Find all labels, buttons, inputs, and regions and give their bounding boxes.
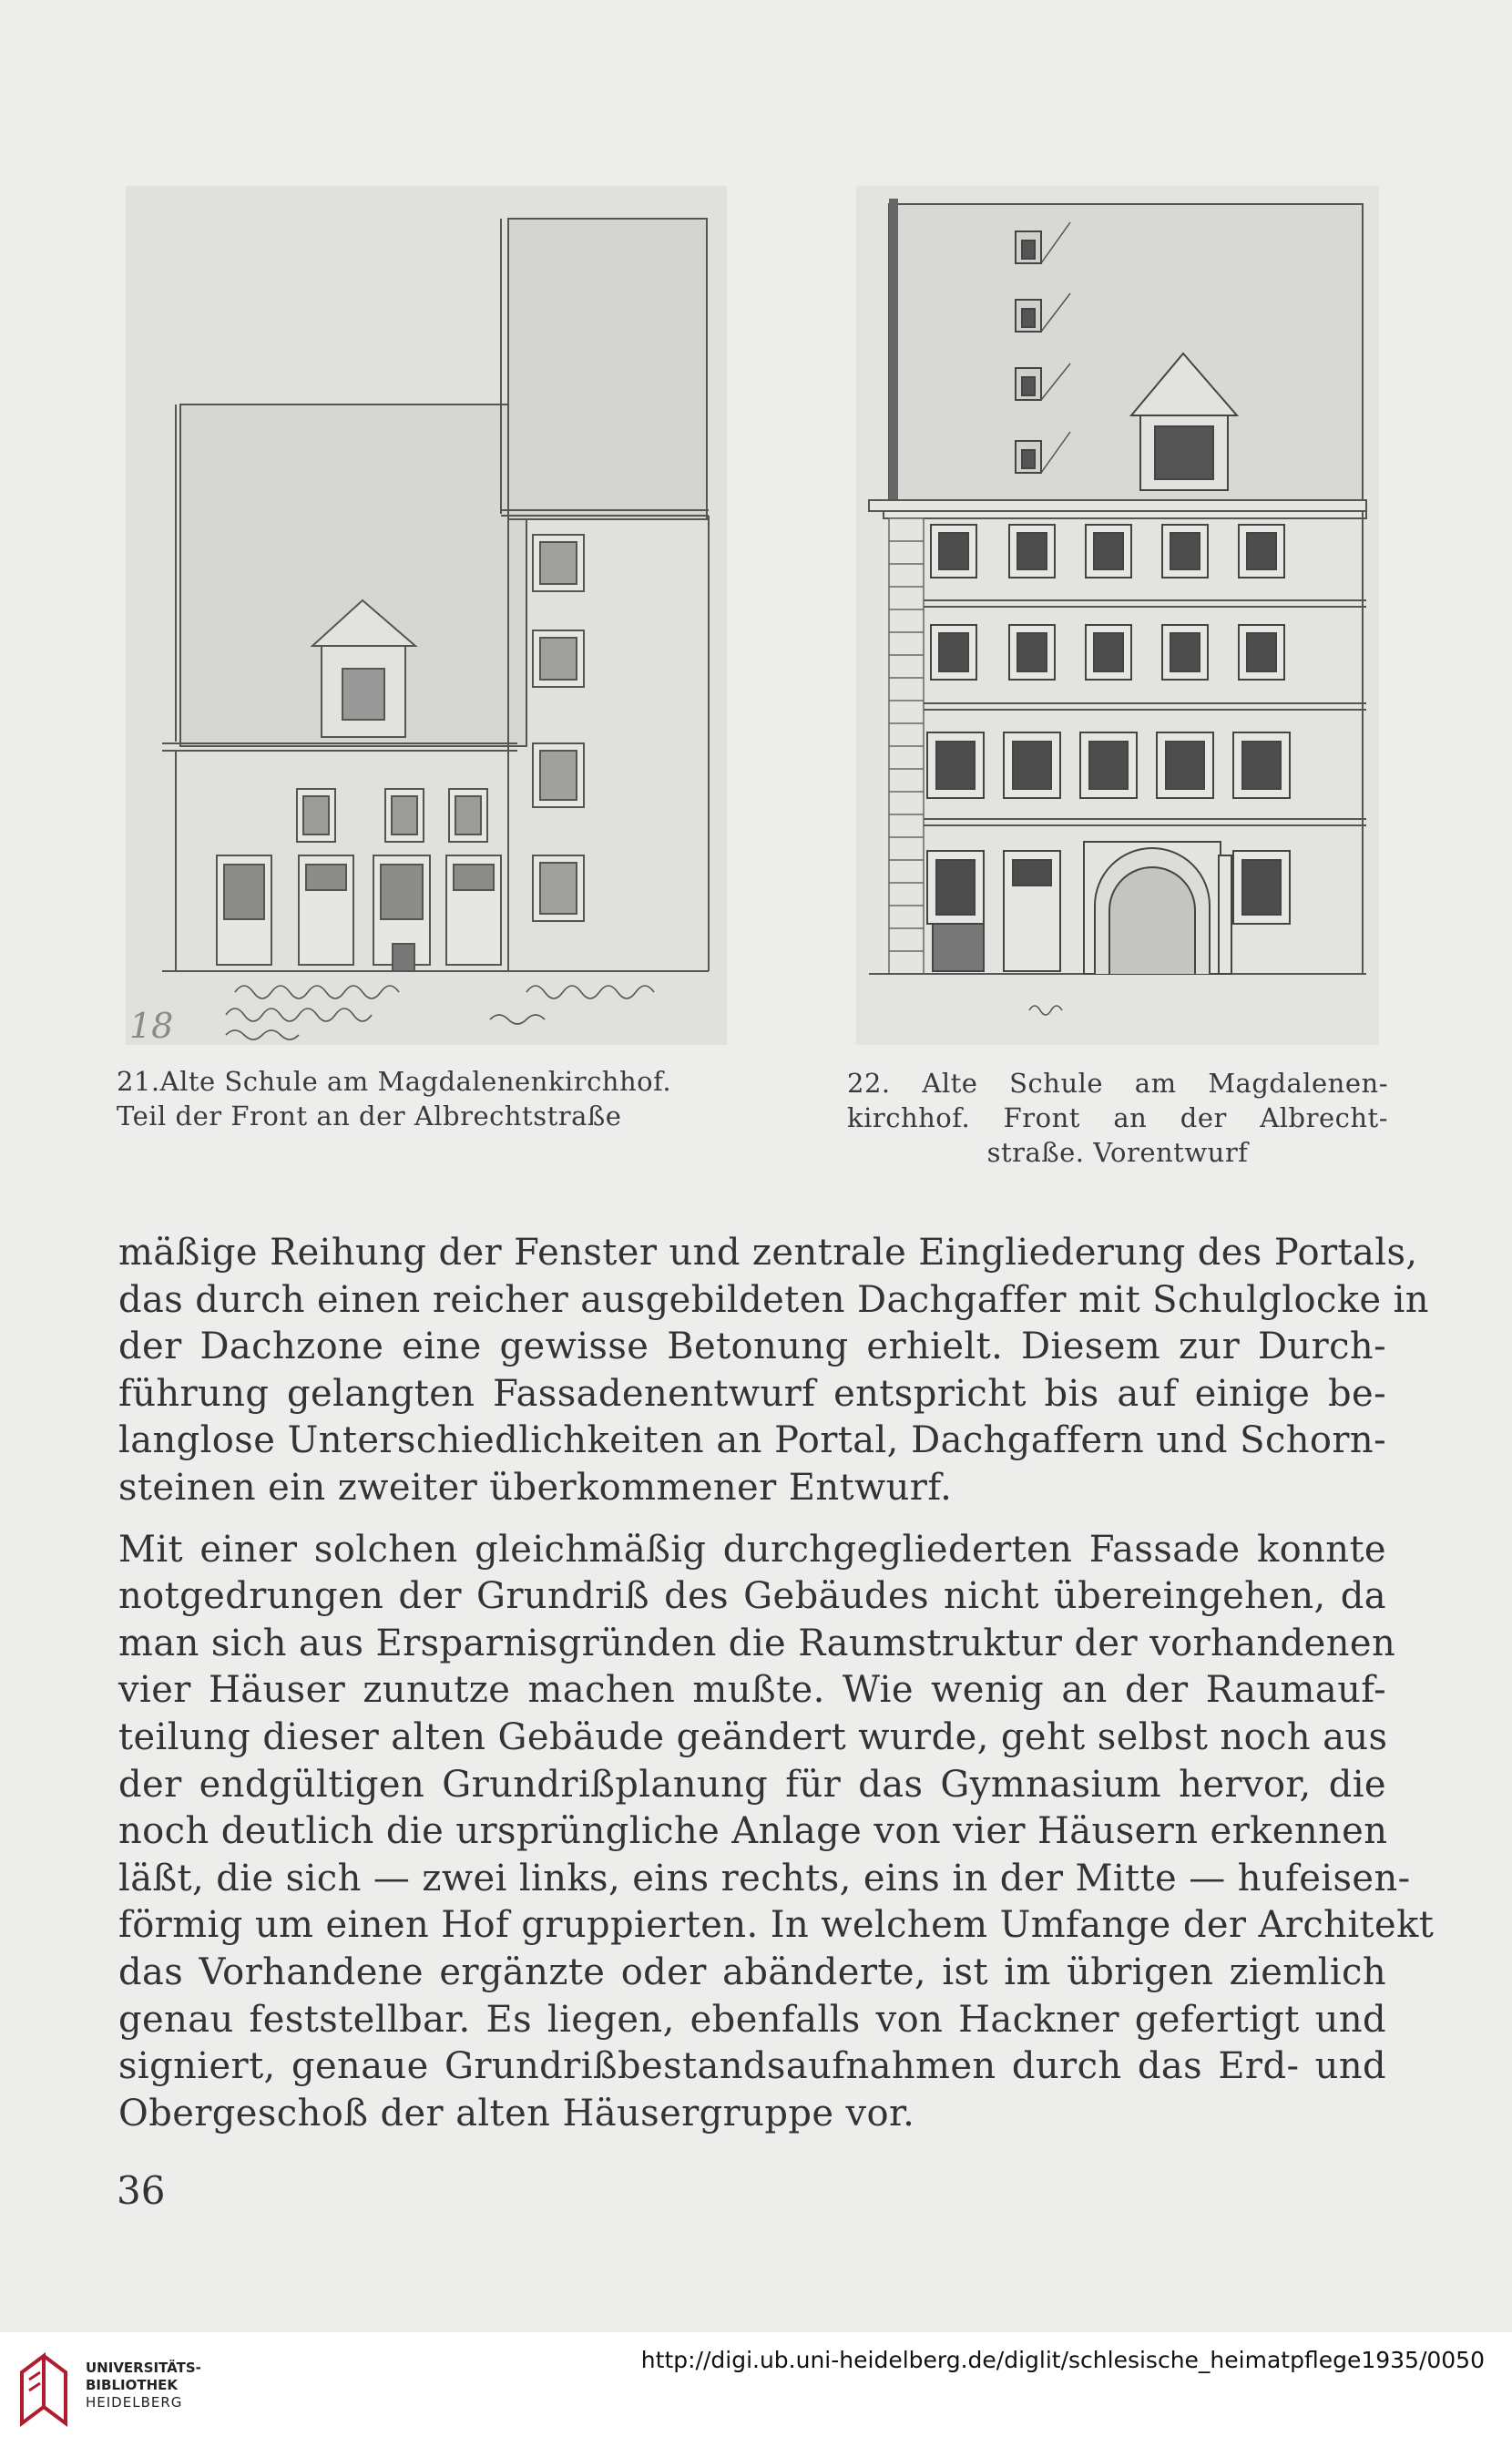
facade-drawing-22	[856, 186, 1379, 1045]
paragraph	[118, 1230, 1429, 1512]
caption-line	[847, 1066, 1388, 1101]
source-url-link[interactable]: http://digi.ub.uni-heidelberg.de/diglit/schlesische_heimatpflege1935/0050	[640, 2347, 1485, 2373]
paragraph	[118, 1527, 1435, 2138]
figure-22-caption	[847, 1066, 1388, 1170]
facade-drawing-21	[126, 186, 727, 1045]
text-line: Obergeschoß der alten Häusergruppe vor.	[118, 2092, 915, 2135]
margin-mark: 18	[129, 1006, 174, 1045]
figure-number: 22.	[847, 1068, 891, 1099]
text-line: das durch einen reicher ausgebildeten Dachgaffer mit Schulglocke in	[118, 1278, 1429, 1321]
university-library-logo-icon[interactable]	[16, 2352, 69, 2429]
text-line: man sich aus Ersparnisgründen die Raumstruktur der vorhandenen	[118, 1622, 1396, 1664]
text-line: steinen ein zweiter überkommener Entwurf.	[118, 1466, 953, 1509]
library-name-line: BIBLIOTHEK	[86, 2377, 178, 2393]
figure-21-drawing	[126, 186, 727, 1045]
text-line: vier Häuser zunutze machen mußte. Wie wenig an der Raumauf-	[118, 1669, 1386, 1712]
caption-line: straße. Vorentwurf	[986, 1137, 1249, 1168]
page-number: 36	[117, 2168, 166, 2213]
text-line: signiert, genaue Grundrißbestandsaufnahmen durch das Erd- und	[118, 2045, 1386, 2088]
footer-bar	[0, 2332, 1512, 2447]
library-name-line: UNIVERSITÄTS-	[86, 2360, 201, 2376]
text-line: Mit einer solchen gleichmäßig durchgegliederten Fassade konnte	[118, 1528, 1386, 1571]
text-line: förmig um einen Hof gruppierten. In welchem Umfange der Architekt	[118, 1904, 1435, 1947]
text-line: langlose Unterschiedlichkeiten an Portal, Dachgaffern und Schorn-	[118, 1419, 1386, 1462]
caption-line	[117, 1064, 745, 1099]
library-name-line: HEIDELBERG	[86, 2394, 183, 2411]
paragraph-gap	[118, 1512, 1386, 1527]
caption-text: Alte Schule am Magdalenenkirchhof.	[159, 1066, 672, 1097]
caption-line: kirchhof. Front an der Albrecht-	[847, 1102, 1388, 1133]
text-line: das Vorhandene ergänzte oder abänderte, ist im übrigen ziemlich	[118, 1950, 1386, 1993]
text-line: noch deutlich die ursprüngliche Anlage von vier Häusern erkennen	[118, 1810, 1388, 1853]
text-line: der endgültigen Grundrißplanung für das Gymnasium hervor, die	[118, 1763, 1386, 1806]
text-line: notgedrungen der Grundriß des Gebäudes nicht übereingehen, da	[118, 1575, 1386, 1618]
figure-21-caption	[117, 1064, 745, 1133]
text-line: läßt, die sich — zwei links, eins rechts, eins in der Mitte — hufeisen-	[118, 1857, 1411, 1899]
text-line: mäßige Reihung der Fenster und zentrale Eingliederung des Portals,	[118, 1232, 1418, 1274]
body-text	[118, 1230, 1435, 2137]
text-line: der Dachzone eine gewisse Betonung erhielt. Diesem zur Durch-	[118, 1326, 1386, 1368]
text-line: führung gelangten Fassadenentwurf entspricht bis auf einige be-	[118, 1372, 1386, 1415]
text-line: genau feststellbar. Es liegen, ebenfalls von Hackner gefertigt und	[118, 1998, 1386, 2041]
text-line: teilung dieser alten Gebäude geändert wurde, geht selbst noch aus	[118, 1715, 1388, 1758]
figure-number: 21.	[117, 1066, 160, 1097]
caption-text: Alte Schule am Magdalenen-	[922, 1068, 1388, 1099]
figure-22-drawing	[856, 186, 1379, 1045]
library-name	[86, 2360, 201, 2411]
caption-line: Teil der Front an der Albrechtstraße	[117, 1101, 622, 1131]
